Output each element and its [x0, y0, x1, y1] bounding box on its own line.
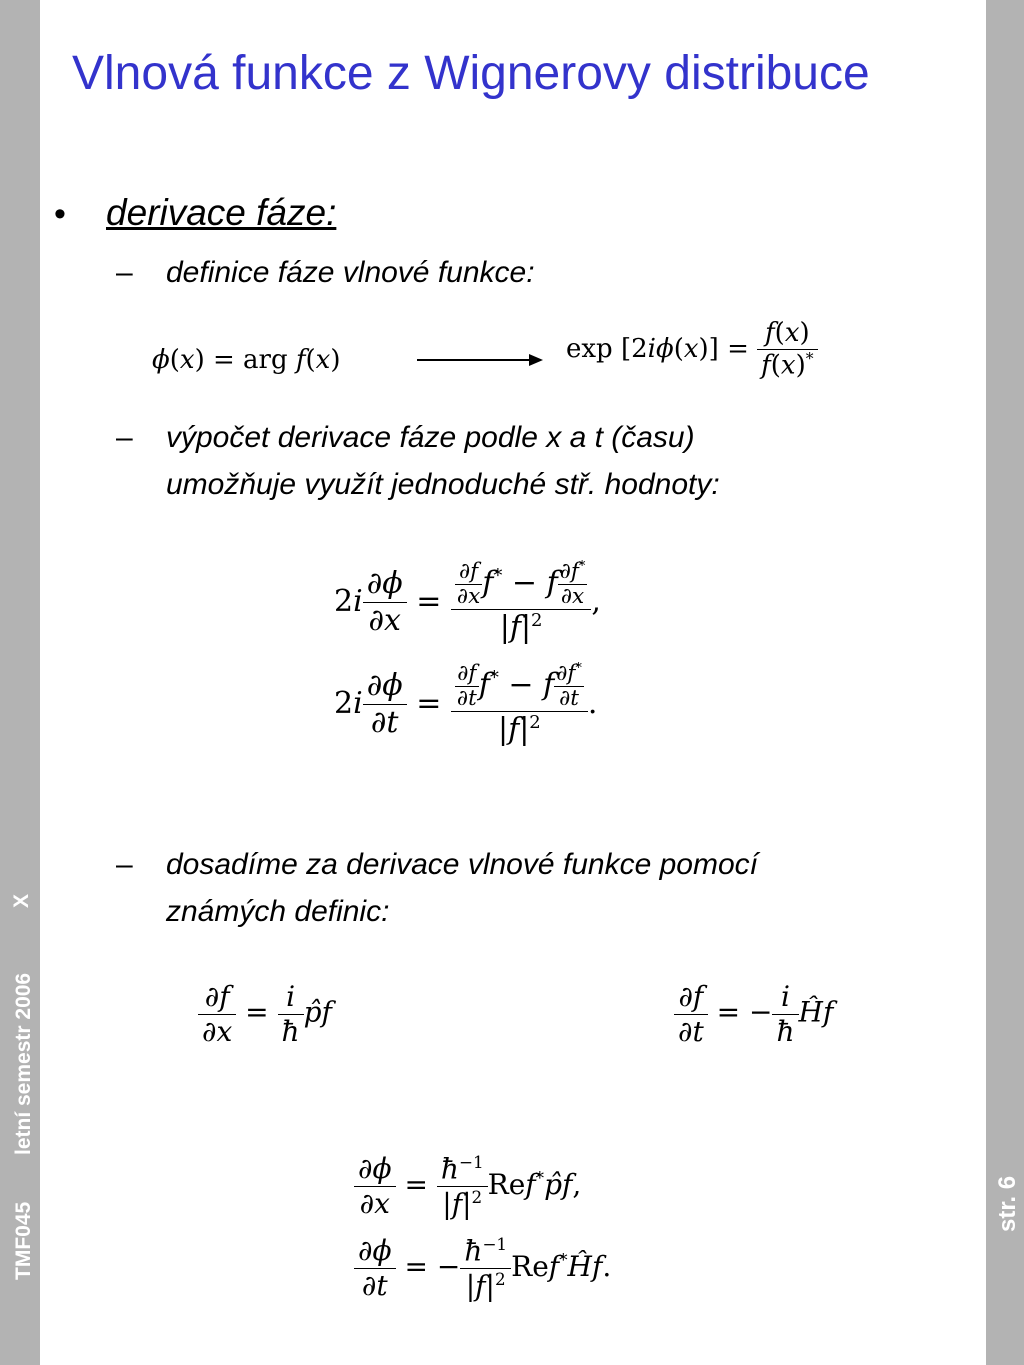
- equation-hamiltonian-definition: $\frac{\partial f}{\partial t}$ = − $\frac{i}{ħ}$ Ĥf: [674, 980, 833, 1048]
- bullet-heading: derivace fáze:: [106, 192, 337, 233]
- equation-phase-derivative-t: 2i $\frac{\partial\phi}{\partial t}$ = $\frac{\partial f}{\partial t}$ f* − f $\frac{\partial f^*}{\partial t}$ $|f|^2$ .: [334, 661, 598, 747]
- equation-phase-exponential: exp [2iϕ(x)] = $\frac{f(x)}{f(x)^*}$: [566, 318, 818, 382]
- sub-bullet-3: [116, 845, 758, 928]
- slide-title: Vlnová funkce z Wignerovy distribuce: [72, 47, 870, 100]
- slide-marker: X: [10, 893, 33, 908]
- course-code: TMF045: [12, 1201, 35, 1280]
- right-sidebar: [986, 0, 1024, 1365]
- equation-phase-derivative-x: 2i $\frac{\partial\phi}{\partial x}$ = $\frac{\partial f}{\partial x}$ f* − f $\frac{\partial f^*}{\partial x}$ $|f|^2$ ,: [334, 559, 601, 645]
- dash-mark: –: [116, 256, 133, 289]
- sub-bullet-2-line1: výpočet derivace fáze podle x a t (času): [166, 421, 695, 454]
- sub-bullet-2: [116, 418, 720, 501]
- sub-bullet-2-line2: umožňuje využít jednoduché stř. hodnoty:: [166, 468, 720, 501]
- bullet-mark: •: [54, 195, 66, 233]
- sub-bullet-3-line2: známých definic:: [166, 895, 390, 928]
- semester-label: letní semestr 2006: [12, 972, 35, 1155]
- equation-phase-definition: ϕ(x) = arg f(x): [152, 345, 341, 375]
- dash-mark: –: [116, 848, 133, 881]
- dash-mark: –: [116, 421, 133, 454]
- equation-momentum-definition: $\frac{\partial f}{\partial x}$ = $\frac{i}{ħ}$ p̂f: [198, 980, 332, 1048]
- sub-bullet-1: [116, 253, 535, 292]
- left-sidebar: [0, 0, 40, 1365]
- arrow-icon: [415, 350, 545, 370]
- page-number: str. 6: [994, 1175, 1021, 1232]
- equation-result-t: $\frac{\partial\phi}{\partial t}$ = − $\frac{ħ^{-1}}{|f|^2}$ Ref*Ĥf.: [354, 1234, 611, 1303]
- sub-bullet-1-text: definice fáze vlnové funkce:: [166, 256, 535, 289]
- equation-result-x: $\frac{\partial\phi}{\partial x}$ = $\frac{ħ^{-1}}{|f|^2}$ Ref*p̂f,: [354, 1152, 581, 1221]
- sub-bullet-3-line1: dosadíme za derivace vlnové funkce pomocí: [166, 848, 758, 881]
